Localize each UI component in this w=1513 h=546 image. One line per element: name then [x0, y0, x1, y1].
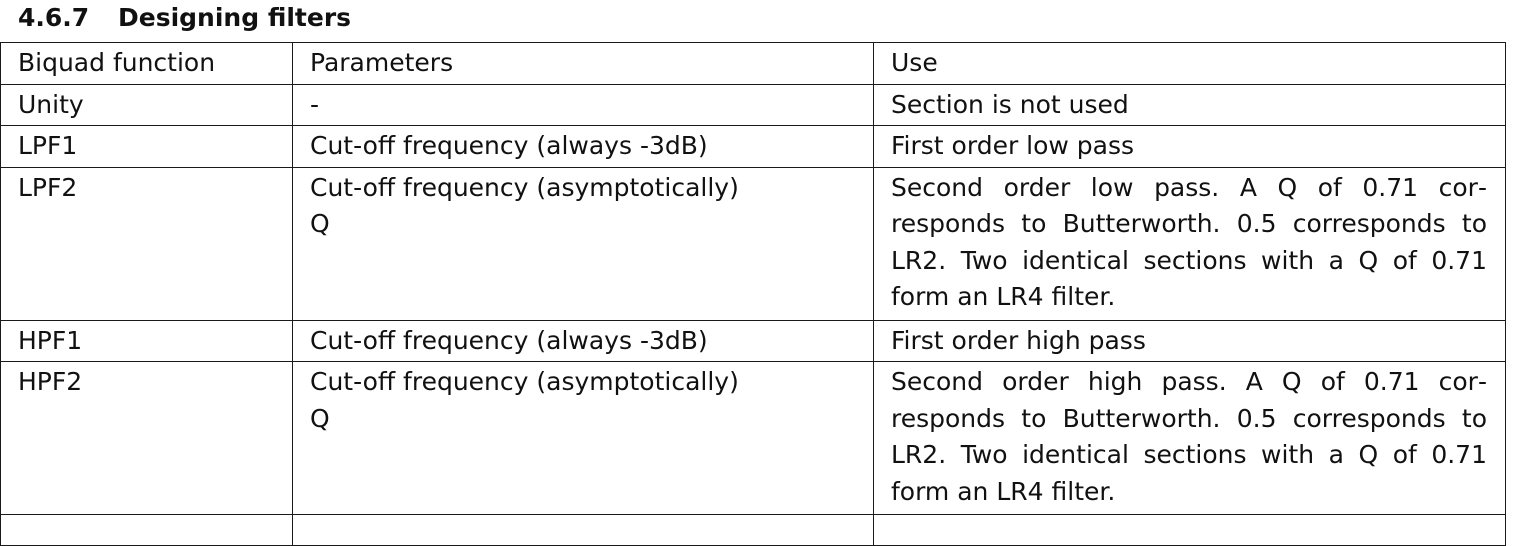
row-function: HPF1 — [1, 320, 293, 362]
header-use: Use — [874, 43, 1506, 85]
row-use-empty — [874, 515, 1506, 546]
parameter-text: - — [310, 89, 320, 119]
header-parameters: Parameters — [293, 43, 874, 85]
table-row — [1, 167, 1506, 320]
parameter-text: Q — [310, 403, 330, 433]
row-use: Second order high pass. A Q of 0.71 corresponds to Butterworth. 0.5 corresponds to LR2. Two identical sections with a Q of 0.71 form an LR4 filter. — [874, 362, 1506, 515]
parameter-text: Cut-off frequency (always -3dB) — [310, 131, 708, 160]
row-parameters — [293, 362, 874, 515]
table-row-truncated — [1, 515, 1506, 546]
parameter-text: Cut-off frequency (asymptotically) — [310, 172, 739, 202]
row-parameters-empty — [293, 515, 874, 546]
row-use: Second order low pass. A Q of 0.71 corresponds to Butterworth. 0.5 corresponds to LR2. Two identical sections with a Q of 0.71 form an LR4 filter. — [874, 167, 1506, 320]
biquad-function-table — [0, 42, 1506, 546]
section-title: Designing filters — [118, 3, 352, 32]
table-row — [1, 362, 1506, 515]
row-use: First order high pass — [874, 320, 1506, 362]
header-biquad-function: Biquad function — [1, 43, 293, 85]
parameter-text: Cut-off frequency (asymptotically) — [310, 367, 739, 396]
row-use: First order low pass — [874, 126, 1506, 168]
table-row — [1, 320, 1506, 362]
parameter-text: Cut-off frequency (always -3dB) — [310, 325, 708, 355]
row-function: LPF1 — [1, 126, 293, 168]
table-row — [1, 84, 1506, 126]
row-function: LPF2 — [1, 167, 293, 320]
row-function: HPF2 — [1, 362, 293, 515]
row-parameters — [293, 320, 874, 362]
row-parameters — [293, 167, 874, 320]
table-row — [1, 126, 1506, 168]
row-parameters — [293, 126, 874, 168]
row-use: Section is not used — [874, 84, 1506, 126]
section-heading — [18, 2, 351, 34]
row-parameters — [293, 84, 874, 126]
section-number: 4.6.7 — [18, 3, 90, 32]
row-function-empty — [1, 515, 293, 546]
table-header-row — [1, 43, 1506, 85]
parameter-text: Q — [310, 209, 330, 238]
row-function: Unity — [1, 84, 293, 126]
